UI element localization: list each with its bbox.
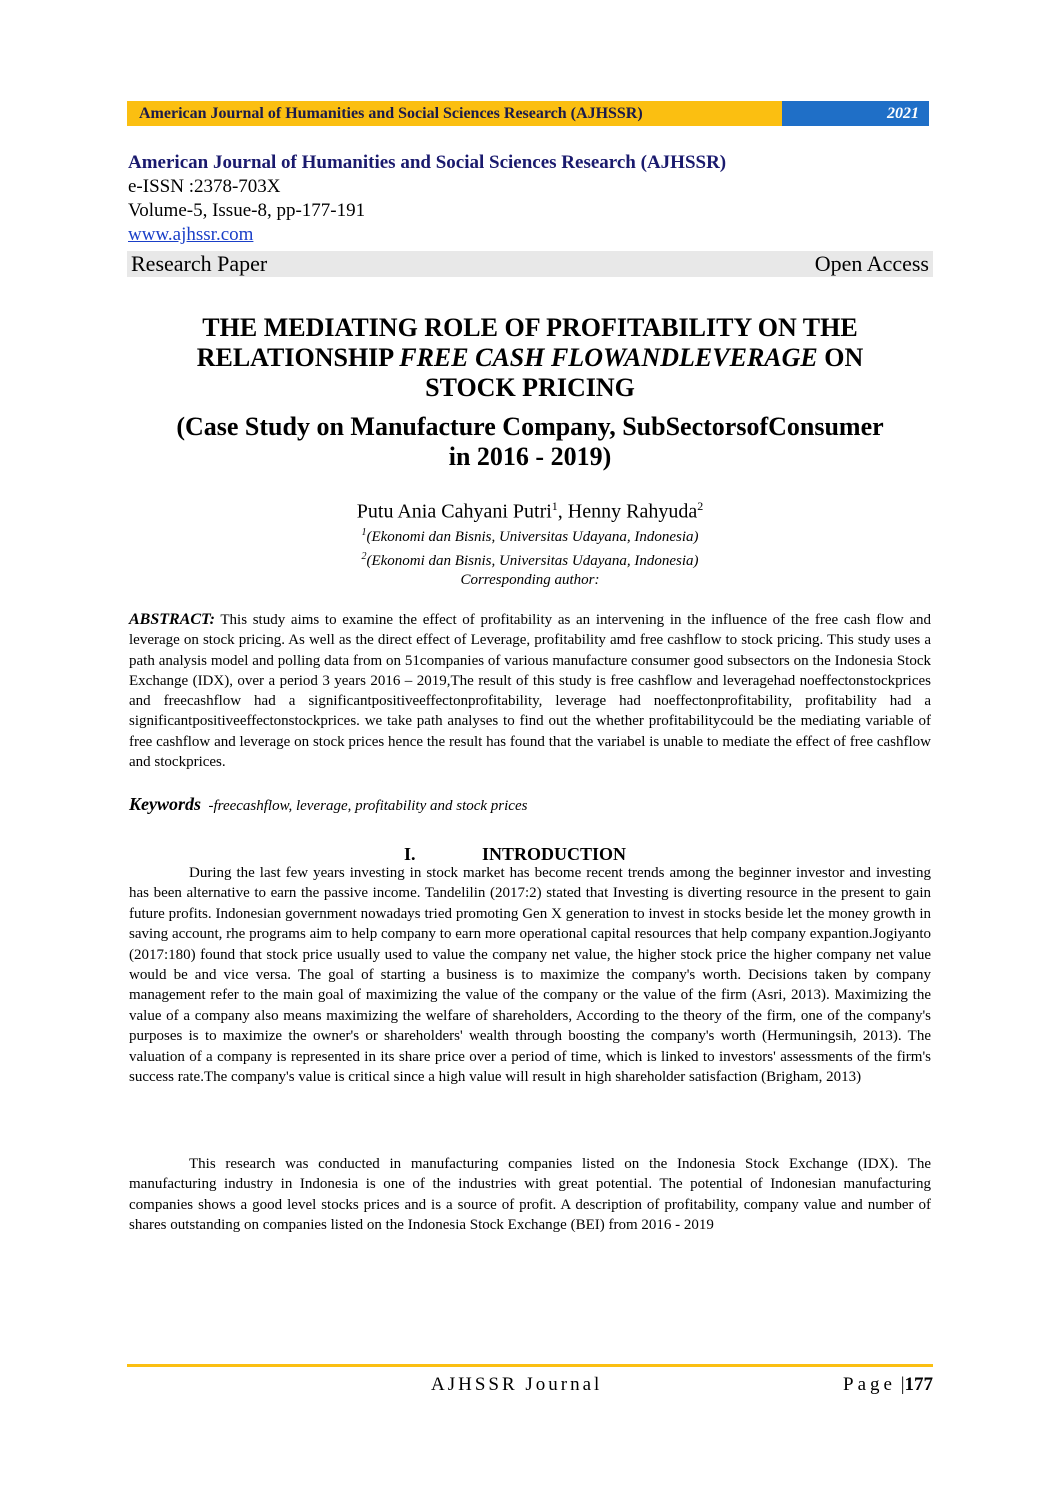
banner-journal-name: American Journal of Humanities and Social Sciences Research (AJHSSR) bbox=[127, 101, 782, 126]
author-1-sup: 1 bbox=[551, 499, 558, 513]
affiliation-1-text: (Ekonomi dan Bisnis, Universitas Udayana, Indonesia) bbox=[366, 529, 699, 545]
top-banner bbox=[127, 101, 929, 126]
abstract-label: ABSTRACT: bbox=[129, 611, 215, 628]
access-type: Open Access bbox=[814, 251, 929, 276]
corresponding-author: Corresponding author: bbox=[460, 572, 600, 588]
affiliation-2-text: (Ekonomi dan Bisnis, Universitas Udayana, Indonesia) bbox=[366, 553, 699, 569]
journal-name: American Journal of Humanities and Social Sciences Research (AJHSSR) bbox=[128, 152, 727, 173]
journal-volume: Volume-5, Issue-8, pp-177-191 bbox=[128, 200, 366, 221]
keywords-text: -freecashflow, leverage, profitability and stock prices bbox=[208, 798, 528, 814]
footer-page bbox=[843, 1373, 933, 1397]
keywords-label: Keywords bbox=[129, 794, 201, 814]
title-line-2-post: ON bbox=[817, 343, 864, 372]
affiliation-2-sup: 2 bbox=[361, 551, 367, 562]
author-1: Putu Ania Cahyani Putri bbox=[356, 500, 552, 523]
section-number: I. bbox=[404, 844, 416, 864]
footer-journal: AJHSSR Journal bbox=[431, 1374, 603, 1395]
authors bbox=[127, 494, 933, 524]
author-2-sup: 2 bbox=[697, 499, 704, 513]
affiliation-1-sup: 1 bbox=[361, 527, 367, 538]
journal-website-link[interactable]: www.ajhssr.com bbox=[128, 224, 254, 245]
keywords bbox=[129, 794, 931, 816]
author-separator: , bbox=[557, 500, 568, 523]
intro-paragraph-2: This research was conducted in manufacturing companies listed on the Indonesia Stock Exchange (IDX). The manufacturing industry in Indonesia is one of the industries with great potential. The potential of Indonesian manufacturing companies shows a good level stocks prices and is a source of profit. A description of profitability, company value and number of shares outstanding on companies listed on the Indonesia Stock Exchange (BEI) from 2016 - 2019 bbox=[129, 1156, 931, 1234]
author-2: Henny Rahyuda bbox=[567, 500, 698, 523]
abstract-text: This study aims to examine the effect of profitability as an intervening in the influence of the free cash flow and leverage on stock pricing. As well as the direct effect of Leverage, profitability amd free cashflow to stock pricing. This study uses a path analysis model and polling data from on 51companies of various manufacture consumer good subsectors on the Indonesia Stock Exchange (IDX), over a period 3 years 2016 – 2019,The result of this study is free cashflow and leveragehad noeffectonstockprices and freecashflow had a significantpositiveeffectonprofitability, leverage had noeffectonprofitability, profitability had a significantpositiveeffectonstockprices. we take path analyses to find out the whether profitabilitycould be the mediating variable of free cashflow and leverage on stock prices hence the result has found that the variabel is unable to mediate the effect of free cashflow and stockprices. bbox=[129, 612, 931, 771]
page-label: Page bbox=[843, 1374, 896, 1395]
title-line-1: THE MEDIATING ROLE OF PROFITABILITY ON THE bbox=[202, 313, 858, 342]
journal-issn: e-ISSN :2378-703X bbox=[128, 176, 281, 197]
intro-paragraph-1: During the last few years investing in stock market has become recent trends among the beginner investor and investing has been alternative to earn the passive income. Tandelilin (2017:2) stated that Investing is diverting resource in the present to gain future profits. Indonesian government nowadays tried promoting Gen X generation to invest in stocks beside let the money growth in saving account, rhe programs aim to help company to earn more operational capital resources that help company expantion.Jogiyanto (2017:180) found that stock price usually used to value the company net value, the higher stock price the higher company net value would be and vice versa. The goal of starting a business is to maximize the company's worth. Decisions taken by company management refer to the main goal of maximizing the value of the company or the value of the firm (Asri, 2013). Maximizing the value of a company also means maximizing the welfare of shareholders, According to the theory of the firm, one of the company's purposes is to maximize the owner's or shareholders' wealth through boosting the company's worth (Hermuningsih, 2013). The valuation of a company is represented in its share price over a period of time, which is linked to investors' assessments of the firm's success rate.The company's value is critical since a high value will result in high shareholder satisfaction (Brigham, 2013) bbox=[129, 865, 931, 1086]
page-number: 177 bbox=[904, 1374, 933, 1395]
paper-title bbox=[127, 313, 933, 403]
subtitle-line-1: (Case Study on Manufacture Company, SubSectorsofConsumer bbox=[176, 412, 884, 441]
paper-subtitle bbox=[127, 412, 933, 472]
affiliation-1 bbox=[127, 523, 933, 547]
banner-year: 2021 bbox=[782, 101, 929, 126]
page-separator: | bbox=[895, 1374, 905, 1395]
abstract bbox=[129, 610, 931, 772]
journal-info bbox=[128, 151, 931, 247]
paper-type: Research Paper bbox=[131, 251, 268, 276]
footer-divider bbox=[127, 1364, 933, 1367]
title-line-2-pre: RELATIONSHIP bbox=[196, 343, 400, 372]
paper-type-bar bbox=[127, 251, 933, 277]
affiliation-2 bbox=[127, 547, 933, 571]
section-title: INTRODUCTION bbox=[482, 844, 627, 864]
title-line-3: STOCK PRICING bbox=[425, 373, 635, 402]
subtitle-line-2: in 2016 - 2019) bbox=[448, 442, 612, 471]
title-line-2 bbox=[127, 343, 933, 373]
affiliations bbox=[127, 523, 933, 590]
title-line-2-italic: FREE CASH FLOWANDLEVERAGE bbox=[399, 343, 818, 372]
